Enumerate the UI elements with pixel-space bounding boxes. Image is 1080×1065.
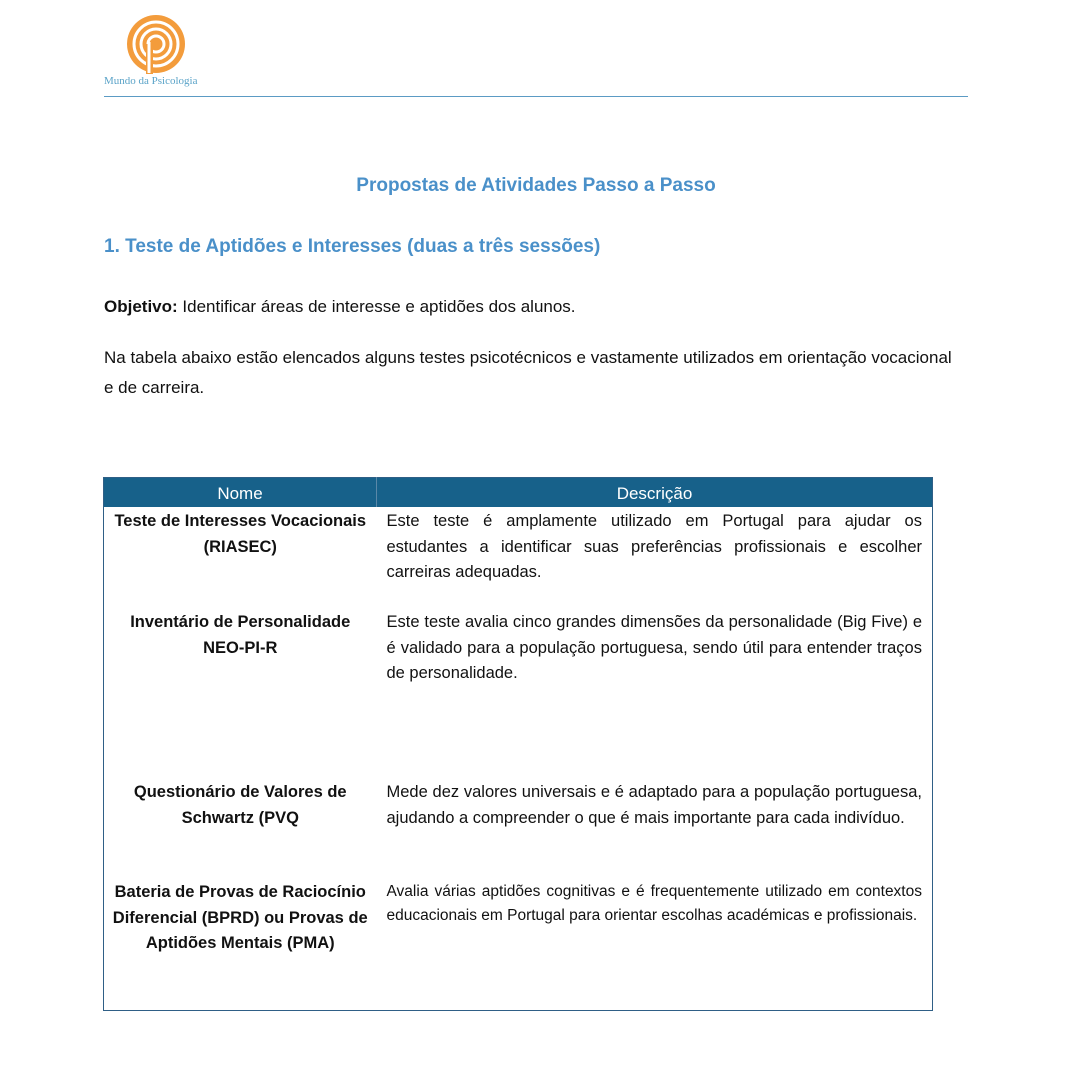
test-description: Mede dez valores universais e é adaptado para a população portuguesa, ajudando a compreender o que é mais importante para cada indivíduo. bbox=[386, 783, 922, 827]
tests-table bbox=[103, 477, 933, 1011]
test-description: Este teste é amplamente utilizado em Portugal para ajudar os estudantes a identificar suas preferências profissionais e escolher carreiras adequadas. bbox=[386, 512, 922, 581]
test-name: Inventário de Personalidade NEO-PI-R bbox=[130, 613, 351, 657]
objective-label: Objetivo: bbox=[104, 297, 178, 316]
objective-paragraph bbox=[104, 292, 954, 322]
column-header-description: Descrição bbox=[377, 478, 933, 508]
document-title: Propostas de Atividades Passo a Passo bbox=[356, 175, 716, 196]
test-description: Avalia várias aptidões cognitivas e é frequentemente utilizado em contextos educacionais em Portugal para orientar escolhas académicas e profissionais. bbox=[386, 883, 922, 924]
header-divider bbox=[104, 96, 968, 97]
test-name: Questionário de Valores de Schwartz (PVQ bbox=[133, 783, 347, 827]
logo-text: Mundo da Psicologia bbox=[104, 75, 198, 87]
table-row bbox=[104, 778, 933, 878]
intro-paragraph: Na tabela abaixo estão elencados alguns testes psicotécnicos e vastamente utilizados em orientação vocacional e de carreira. bbox=[104, 348, 952, 397]
table-row bbox=[104, 878, 933, 1011]
table-row bbox=[104, 608, 933, 778]
test-name: Bateria de Provas de Raciocínio Diferencial (BPRD) ou Provas de Aptidões Mentais (PMA) bbox=[112, 883, 368, 952]
table-row bbox=[104, 507, 933, 608]
column-header-name: Nome bbox=[104, 478, 377, 508]
section-heading: 1. Teste de Aptidões e Interesses (duas a três sessões) bbox=[104, 236, 601, 257]
logo-mark-icon bbox=[124, 14, 188, 78]
logo bbox=[104, 14, 224, 94]
test-description: Este teste avalia cinco grandes dimensões da personalidade (Big Five) e é validado para a população portuguesa, sendo útil para entender traços de personalidade. bbox=[386, 613, 922, 682]
objective-text: Identificar áreas de interesse e aptidões dos alunos. bbox=[177, 297, 576, 316]
table-header-row bbox=[104, 478, 933, 508]
test-name: Teste de Interesses Vocacionais (RIASEC) bbox=[114, 512, 367, 556]
